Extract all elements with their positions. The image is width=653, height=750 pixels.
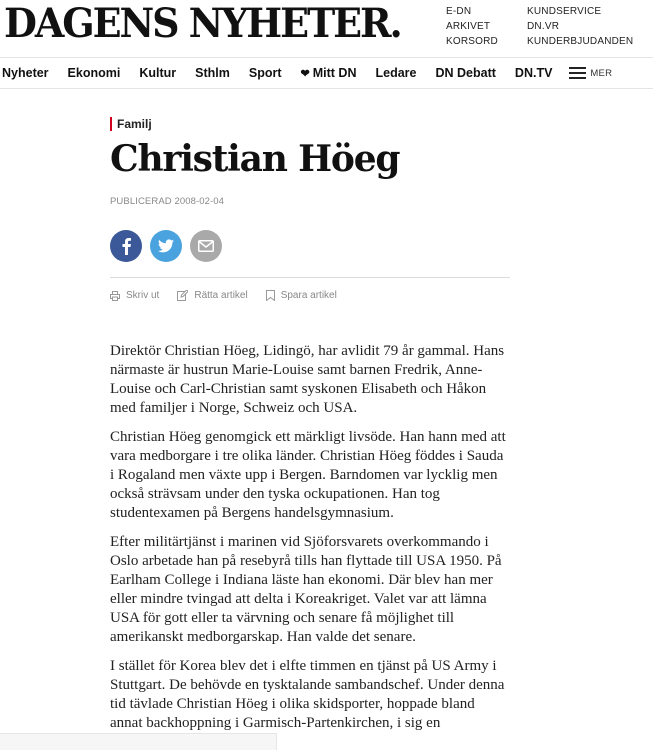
paragraph: Efter militärtjänst i marinen vid Sjöforsvarets overkommando i Oslo arbetade han på resebyrå tills han flyttade till USA 1950. På Earlham College i Indiana läste han ekonomi. Där blev han mer eller mindre tvingad att delta i Koreakriget. Valet var att lämna USA för gott eller ta värvning och senare få möjlighet till amerikanskt medborgarskap. Han valde det senare.: [110, 534, 502, 645]
main-nav: [0, 57, 653, 89]
nav-item-ekonomi[interactable]: Ekonomi: [67, 66, 121, 80]
masthead: [0, 0, 653, 56]
nav-item-dn-debatt[interactable]: DN Debatt: [435, 66, 496, 80]
correct-article-label: Rätta artikel: [194, 290, 248, 301]
util-link-arkivet[interactable]: ARKIVET: [446, 21, 491, 32]
divider: [110, 277, 510, 278]
edit-icon: [177, 290, 188, 301]
util-link-kunderbjudanden[interactable]: KUNDERBJUDANDEN: [527, 36, 634, 47]
heart-icon: ❤: [300, 67, 310, 80]
bookmark-icon: [266, 290, 275, 301]
logo[interactable]: DAGENS NYHETER.: [4, 0, 401, 47]
article-headline: Christian Höeg: [110, 138, 400, 180]
hamburger-icon: [569, 67, 586, 79]
share-twitter-button[interactable]: [150, 230, 182, 262]
twitter-icon: [158, 239, 174, 253]
share-facebook-button[interactable]: [110, 230, 142, 262]
utility-links-right: [527, 5, 633, 48]
bottom-overlay-bar: [0, 733, 277, 750]
util-link-edn[interactable]: E-DN: [446, 6, 472, 17]
share-email-button[interactable]: [190, 230, 222, 262]
utility-links-left: [446, 5, 498, 48]
paragraph: Direktör Christian Höeg, Lidingö, har avlidit 79 år gammal. Hans närmaste är hustrun Marie-Louise samt barnen Fredrik, Anne-Louise och Carl-Christian samt syskonen Elisabeth och Håkon med familjer i Norge, Schweiz och USA.: [110, 343, 505, 416]
correct-article-button[interactable]: [177, 290, 247, 301]
nav-item-nyheter[interactable]: Nyheter: [2, 66, 49, 80]
facebook-icon: [120, 237, 132, 255]
share-buttons: [110, 230, 222, 262]
article-body: [110, 342, 510, 743]
category-label[interactable]: Familj: [110, 117, 152, 131]
menu-button[interactable]: [569, 67, 612, 79]
util-link-dnvr[interactable]: DN.VR: [527, 21, 560, 32]
paragraph: I stället för Korea blev det i elfte timmen en tjänst på US Army i Stuttgart. De behövde en tysktalande sambandschef. Under denna tid tävlade Christian Höeg i olika skidsporter, hoppade bland annat backhoppning i Garmisch-Partenkirchen, i sig en: [110, 658, 505, 731]
publish-date-value: 2008-02-04: [174, 196, 225, 207]
util-link-kundservice[interactable]: KUNDSERVICE: [527, 6, 602, 17]
save-article-label: Spara artikel: [280, 290, 337, 301]
paragraph: Christian Höeg genomgick ett märkligt livsöde. Han hann med att vara medborgare i tre olika länder. Christian Höeg föddes i Sauda i Rogaland men växte upp i Bergen. Barndomen var lycklig men också strävsam under den tyska ockupationen. Han tog studentexamen på Bergens handelsgymnasium.: [110, 429, 506, 521]
print-icon: [110, 291, 120, 301]
nav-item-dn-tv[interactable]: DN.TV: [514, 66, 553, 80]
article-tools: [110, 290, 355, 301]
print-button[interactable]: [110, 290, 159, 301]
publish-date: [110, 196, 224, 207]
nav-item-ledare[interactable]: Ledare: [375, 66, 417, 80]
print-label: Skriv ut: [126, 290, 160, 301]
nav-item-sport[interactable]: Sport: [248, 66, 282, 80]
publish-date-label: PUBLICERAD: [110, 196, 172, 207]
nav-item-kultur[interactable]: Kultur: [139, 66, 177, 80]
menu-label: MER: [590, 67, 613, 79]
nav-item-mitt-dn-label: Mitt DN: [312, 66, 357, 80]
nav-item-sthlm[interactable]: Sthlm: [195, 66, 230, 80]
nav-item-mitt-dn[interactable]: [301, 66, 357, 80]
util-link-korsord[interactable]: KORSORD: [446, 36, 498, 47]
save-article-button[interactable]: [266, 290, 337, 301]
mail-icon: [198, 240, 214, 252]
